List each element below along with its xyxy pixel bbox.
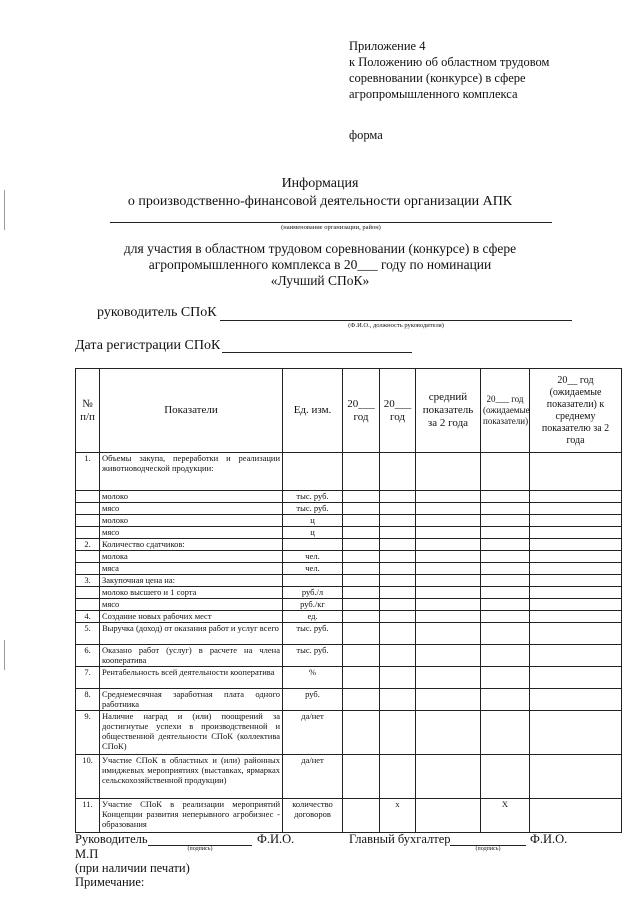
appendix-block: [349, 38, 549, 102]
cell-average[interactable]: [416, 645, 481, 667]
row-indicator: Среднемесячная заработная плата одного работника: [100, 689, 283, 711]
row-unit: руб.: [283, 689, 343, 711]
table-row: [76, 563, 622, 575]
row-number: [76, 599, 100, 611]
row-indicator: Выручка (доход) от оказания работ и услуг всего: [100, 623, 283, 645]
table-row: [76, 667, 622, 689]
cell-average[interactable]: [416, 623, 481, 645]
row-number: [76, 527, 100, 539]
row-unit: руб./кг: [283, 599, 343, 611]
cell-average[interactable]: [416, 491, 481, 503]
table-row: [76, 599, 622, 611]
cell-ratio[interactable]: [530, 575, 622, 587]
table-row: [76, 689, 622, 711]
row-number: 8.: [76, 689, 100, 711]
cell-average[interactable]: [416, 667, 481, 689]
cell-year2[interactable]: [380, 599, 416, 611]
cell-average[interactable]: [416, 515, 481, 527]
row-number: [76, 563, 100, 575]
cell-year2[interactable]: [380, 645, 416, 667]
cell-year1[interactable]: [343, 453, 380, 491]
cell-average[interactable]: [416, 611, 481, 623]
cell-year1[interactable]: [343, 587, 380, 599]
cell-average[interactable]: [416, 527, 481, 539]
cell-year1[interactable]: [343, 689, 380, 711]
head-signature-hint: (подпись): [187, 846, 213, 852]
cell-year-expected[interactable]: [481, 551, 530, 563]
cell-year-expected[interactable]: [481, 623, 530, 645]
cell-year-expected[interactable]: [481, 599, 530, 611]
cell-ratio[interactable]: [530, 755, 622, 799]
stamp-note: (при наличии печати): [75, 861, 190, 875]
row-indicator: Объемы закупа, переработки и реализации животноводческой продукции:: [100, 453, 283, 491]
reg-date-label: Дата регистрации СПоК: [75, 338, 221, 353]
row-unit: [283, 453, 343, 491]
cell-year2[interactable]: [380, 587, 416, 599]
cell-year-expected[interactable]: [481, 539, 530, 551]
row-unit: ц: [283, 527, 343, 539]
row-unit: тыс. руб.: [283, 503, 343, 515]
org-name-hint: (наименование организации, район): [281, 224, 381, 231]
cell-ratio[interactable]: [530, 453, 622, 491]
head-fio: Ф.И.О.: [257, 832, 295, 846]
cell-year-expected[interactable]: [481, 755, 530, 799]
row-indicator: Оказано работ (услуг) в расчете на члена кооператива: [100, 645, 283, 667]
cell-year2[interactable]: [380, 491, 416, 503]
table-row: [76, 453, 622, 491]
cell-year-expected[interactable]: [481, 491, 530, 503]
cell-ratio[interactable]: [530, 587, 622, 599]
table-row: [76, 623, 622, 645]
cell-ratio[interactable]: [530, 667, 622, 689]
cell-year2[interactable]: [380, 689, 416, 711]
row-unit: тыс. руб.: [283, 623, 343, 645]
cell-year-expected[interactable]: [481, 527, 530, 539]
header-year-expected: 20___ год (ожидаемые показатели): [481, 369, 530, 453]
cell-year-expected[interactable]: [481, 645, 530, 667]
table-row: [76, 527, 622, 539]
cell-ratio[interactable]: [530, 689, 622, 711]
cell-year1[interactable]: [343, 563, 380, 575]
row-number: 11.: [76, 799, 100, 833]
cell-year1[interactable]: [343, 623, 380, 645]
reg-date-line[interactable]: [222, 352, 412, 353]
row-number: 5.: [76, 623, 100, 645]
row-indicator: Участие СПоК в реализации мероприятий Концепции развития неперывного агробизнес - образования: [100, 799, 283, 833]
cell-year2[interactable]: [380, 755, 416, 799]
cell-average[interactable]: [416, 599, 481, 611]
cell-year2[interactable]: [380, 575, 416, 587]
form-label: форма: [349, 128, 383, 142]
appendix-line: к Положению об областном трудовом: [349, 55, 550, 69]
document-title: Информация: [281, 176, 359, 191]
cell-year1[interactable]: [343, 575, 380, 587]
header-ratio: 20__ год (ожидаемые показатели) к среднему показателю за 2 года: [530, 369, 622, 453]
header-num: № п/п: [76, 369, 100, 453]
row-number: 7.: [76, 667, 100, 689]
participation-text: [0, 241, 640, 289]
cell-year-expected[interactable]: Х: [481, 799, 530, 833]
table-row: [76, 611, 622, 623]
row-number: [76, 587, 100, 599]
cell-ratio[interactable]: [530, 623, 622, 645]
cell-year-expected[interactable]: [481, 611, 530, 623]
row-unit: тыс. руб.: [283, 491, 343, 503]
participation-line: «Лучший СПоК»: [270, 273, 370, 288]
cell-average[interactable]: [416, 689, 481, 711]
document-subtitle: о производственно-финансовой деятельности организации АПК: [127, 194, 513, 209]
head-name-line[interactable]: [220, 320, 572, 321]
cell-year2[interactable]: [380, 453, 416, 491]
row-unit: ц: [283, 515, 343, 527]
cell-average[interactable]: [416, 575, 481, 587]
cell-ratio[interactable]: [530, 503, 622, 515]
cell-year1[interactable]: [343, 799, 380, 833]
table-row: [76, 645, 622, 667]
cell-year-expected[interactable]: [481, 587, 530, 599]
header-unit: Ед. изм.: [283, 369, 343, 453]
row-unit: количество договоров: [283, 799, 343, 833]
row-indicator: мясо: [100, 527, 283, 539]
row-indicator: Количество сдатчиков:: [100, 539, 283, 551]
row-number: [76, 491, 100, 503]
cell-year2[interactable]: [380, 623, 416, 645]
cell-year-expected[interactable]: [481, 503, 530, 515]
row-unit: %: [283, 667, 343, 689]
row-number: 2.: [76, 539, 100, 551]
org-name-line[interactable]: [110, 222, 552, 223]
accountant-fio: Ф.И.О.: [530, 832, 568, 846]
cell-year2[interactable]: [380, 563, 416, 575]
row-number: 4.: [76, 611, 100, 623]
cell-ratio[interactable]: [530, 645, 622, 667]
cell-year-expected[interactable]: [481, 563, 530, 575]
appendix-line: соревновании (конкурсе) в сфере: [349, 71, 526, 85]
row-indicator: молоко: [100, 515, 283, 527]
cell-year-expected[interactable]: [481, 515, 530, 527]
cell-year1[interactable]: [343, 599, 380, 611]
cell-average[interactable]: [416, 551, 481, 563]
appendix-line: агропромышленного комплекса: [349, 87, 518, 101]
row-indicator: Создание новых рабочих мест: [100, 611, 283, 623]
cell-ratio[interactable]: [530, 527, 622, 539]
cell-ratio[interactable]: [530, 491, 622, 503]
cell-ratio[interactable]: [530, 799, 622, 833]
cell-average[interactable]: [416, 453, 481, 491]
header-year2: 20___ год: [380, 369, 416, 453]
row-number: [76, 551, 100, 563]
cell-ratio[interactable]: [530, 599, 622, 611]
table-row: [76, 515, 622, 527]
cell-year1[interactable]: [343, 491, 380, 503]
row-unit: да/нет: [283, 755, 343, 799]
head-label: руководитель СПоК: [97, 305, 217, 320]
cell-ratio[interactable]: [530, 551, 622, 563]
stamp-label: М.П: [75, 847, 99, 861]
cell-ratio[interactable]: [530, 539, 622, 551]
cell-average[interactable]: [416, 539, 481, 551]
cell-year1[interactable]: [343, 515, 380, 527]
cell-year-expected[interactable]: [481, 667, 530, 689]
cell-ratio[interactable]: [530, 563, 622, 575]
cell-year-expected[interactable]: [481, 575, 530, 587]
cell-ratio[interactable]: [530, 711, 622, 755]
table-row: [76, 503, 622, 515]
accountant-label: Главный бухгалтер: [349, 832, 451, 846]
cell-year2[interactable]: [380, 515, 416, 527]
cell-year1[interactable]: [343, 539, 380, 551]
cell-year2[interactable]: х: [380, 799, 416, 833]
note-label: Примечание:: [75, 875, 145, 889]
table-row: [76, 575, 622, 587]
row-indicator: Рентабельность всей деятельности кооператива: [100, 667, 283, 689]
row-number: 6.: [76, 645, 100, 667]
table-row: [76, 551, 622, 563]
cell-year2[interactable]: [380, 611, 416, 623]
table-row: [76, 539, 622, 551]
row-unit: тыс. руб.: [283, 645, 343, 667]
cell-ratio[interactable]: [530, 611, 622, 623]
participation-line: для участия в областном трудовом соревновании (конкурсе) в сфере: [123, 241, 517, 256]
cell-average[interactable]: [416, 799, 481, 833]
cell-year-expected[interactable]: [481, 711, 530, 755]
row-unit: чел.: [283, 563, 343, 575]
cell-average[interactable]: [416, 755, 481, 799]
row-indicator: мяса: [100, 563, 283, 575]
table-row: [76, 491, 622, 503]
cell-year2[interactable]: [380, 503, 416, 515]
row-number: [76, 503, 100, 515]
table-row: [76, 755, 622, 799]
cell-ratio[interactable]: [530, 515, 622, 527]
scan-artifact: [4, 640, 5, 670]
cell-year2[interactable]: [380, 551, 416, 563]
row-unit: руб./л: [283, 587, 343, 599]
row-indicator: молоко: [100, 491, 283, 503]
row-number: 3.: [76, 575, 100, 587]
row-unit: [283, 539, 343, 551]
cell-year1[interactable]: [343, 503, 380, 515]
header-year1: 20___ год: [343, 369, 380, 453]
cell-year1[interactable]: [343, 611, 380, 623]
row-unit: да/нет: [283, 711, 343, 755]
header-indicators: Показатели: [100, 369, 283, 453]
cell-year2[interactable]: [380, 711, 416, 755]
cell-year2[interactable]: [380, 667, 416, 689]
cell-year1[interactable]: [343, 551, 380, 563]
row-indicator: Наличие наград и (или) поощрений за достигнутые успехи в производственной и общественной деятельности СПоК (коллектива СПоК): [100, 711, 283, 755]
cell-year1[interactable]: [343, 645, 380, 667]
row-indicator: Участие СПоК в областных и (или) районных имиджевых мероприятиях (выставках, ярмарках сельскохозяйственной продукции): [100, 755, 283, 799]
row-indicator: молока: [100, 551, 283, 563]
cell-year1[interactable]: [343, 711, 380, 755]
head-hint: (Ф.И.О., должность руководителя): [348, 322, 444, 329]
row-indicator: Закупочная цена на:: [100, 575, 283, 587]
row-number: [76, 515, 100, 527]
row-indicator: мясо: [100, 503, 283, 515]
header-average: средний показатель за 2 года: [416, 369, 481, 453]
table-row: [76, 587, 622, 599]
cell-year1[interactable]: [343, 667, 380, 689]
cell-year2[interactable]: [380, 527, 416, 539]
row-indicator: молоко высшего и 1 сорта: [100, 587, 283, 599]
cell-average[interactable]: [416, 563, 481, 575]
row-unit: ед.: [283, 611, 343, 623]
cell-year-expected[interactable]: [481, 689, 530, 711]
cell-average[interactable]: [416, 503, 481, 515]
indicators-table: [75, 368, 622, 833]
row-indicator: мясо: [100, 599, 283, 611]
row-number: 10.: [76, 755, 100, 799]
cell-year1[interactable]: [343, 755, 380, 799]
cell-year-expected[interactable]: [481, 453, 530, 491]
footer-head-label: Руководитель: [75, 832, 148, 846]
cell-average[interactable]: [416, 711, 481, 755]
row-unit: чел.: [283, 551, 343, 563]
cell-year2[interactable]: [380, 539, 416, 551]
row-number: 9.: [76, 711, 100, 755]
row-number: 1.: [76, 453, 100, 491]
accountant-signature-hint: (подпись): [475, 846, 501, 852]
participation-line: агропромышленного комплекса в 20___ году по номинации: [148, 257, 492, 272]
cell-year1[interactable]: [343, 527, 380, 539]
appendix-line: Приложение 4: [349, 39, 426, 53]
table-header-row: [76, 369, 622, 453]
cell-average[interactable]: [416, 587, 481, 599]
table-row: [76, 799, 622, 833]
table-row: [76, 711, 622, 755]
row-unit: [283, 575, 343, 587]
